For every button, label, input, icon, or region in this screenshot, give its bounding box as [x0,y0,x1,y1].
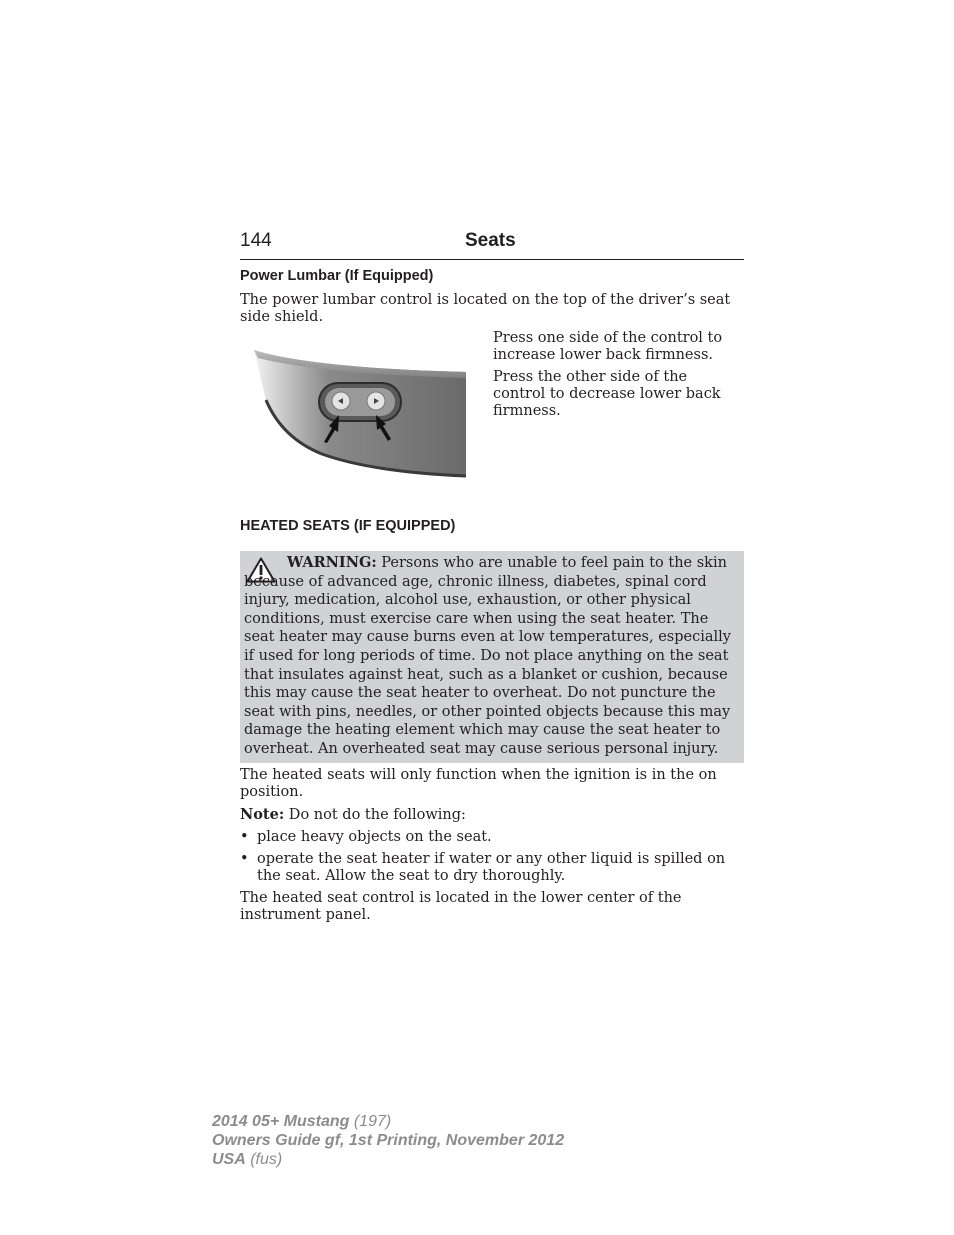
heated-seats-function-text: The heated seats will only function when the ignition is in the on position. [240,767,717,800]
bullet-text: operate the seat heater if water or any other liquid is spilled on the seat. Allow the seat to dry thoroughly. [257,851,726,884]
lumbar-increase-instruction: Press one side of the control to increase lower back firmness. [493,330,723,363]
note-paragraph [240,806,744,824]
bullet-icon: • [240,851,249,867]
note-label: Note: [240,806,285,823]
footer [212,1112,564,1169]
power-lumbar-intro: The power lumbar control is located on the top of the driver’s seat side shield. [240,292,731,325]
warning-box [240,551,744,763]
footer-page-ref: (197) [349,1113,392,1130]
power-lumbar-control-illustration [252,340,470,480]
footer-line-1 [212,1112,564,1131]
lumbar-decrease-instruction: Press the other side of the control to decrease lower back firmness. [493,369,721,419]
footer-model: 2014 05+ Mustang [212,1113,350,1130]
footer-line-2 [212,1131,564,1150]
page-number: 144 [240,230,272,251]
footer-printing: Owners Guide gf, 1st Printing, November 2012 [212,1132,565,1149]
heated-seats-heading: HEATED SEATS (IF EQUIPPED) [240,518,456,534]
footer-market: USA [212,1151,246,1168]
warning-text [244,554,742,759]
power-lumbar-heading: Power Lumbar (If Equipped) [240,268,434,284]
page-header [240,228,744,260]
note-text: Do not do the following: [284,807,466,823]
section-title: Seats [465,230,516,251]
warning-body: Persons who are unable to feel pain to the skin because of advanced age, chronic illness, diabetes, spinal cord injury, medication, alcohol use, exhaustion, or other physical conditions, must exercise care when using the seat heater. The seat heater may cause burns even at low temperatures, especially if used for long periods of time. Do not place anything on the seat that insulates against heat, such as a blanket or cushion, because this may cause the seat heater to overheat. Do not puncture the seat with pins, needles, or other pointed objects because this may damage the heating element which may cause the seat heater to overheat. An overheated seat may cause serious personal injury. [244,555,731,757]
heated-seat-control-location: The heated seat control is located in the lower center of the instrument panel. [240,890,682,923]
footer-line-3 [212,1150,564,1169]
bullet-text: place heavy objects on the seat. [257,829,492,845]
footer-market-code: (fus) [245,1151,283,1168]
warning-label: WARNING: [287,554,377,571]
bullet-icon: • [240,829,249,845]
